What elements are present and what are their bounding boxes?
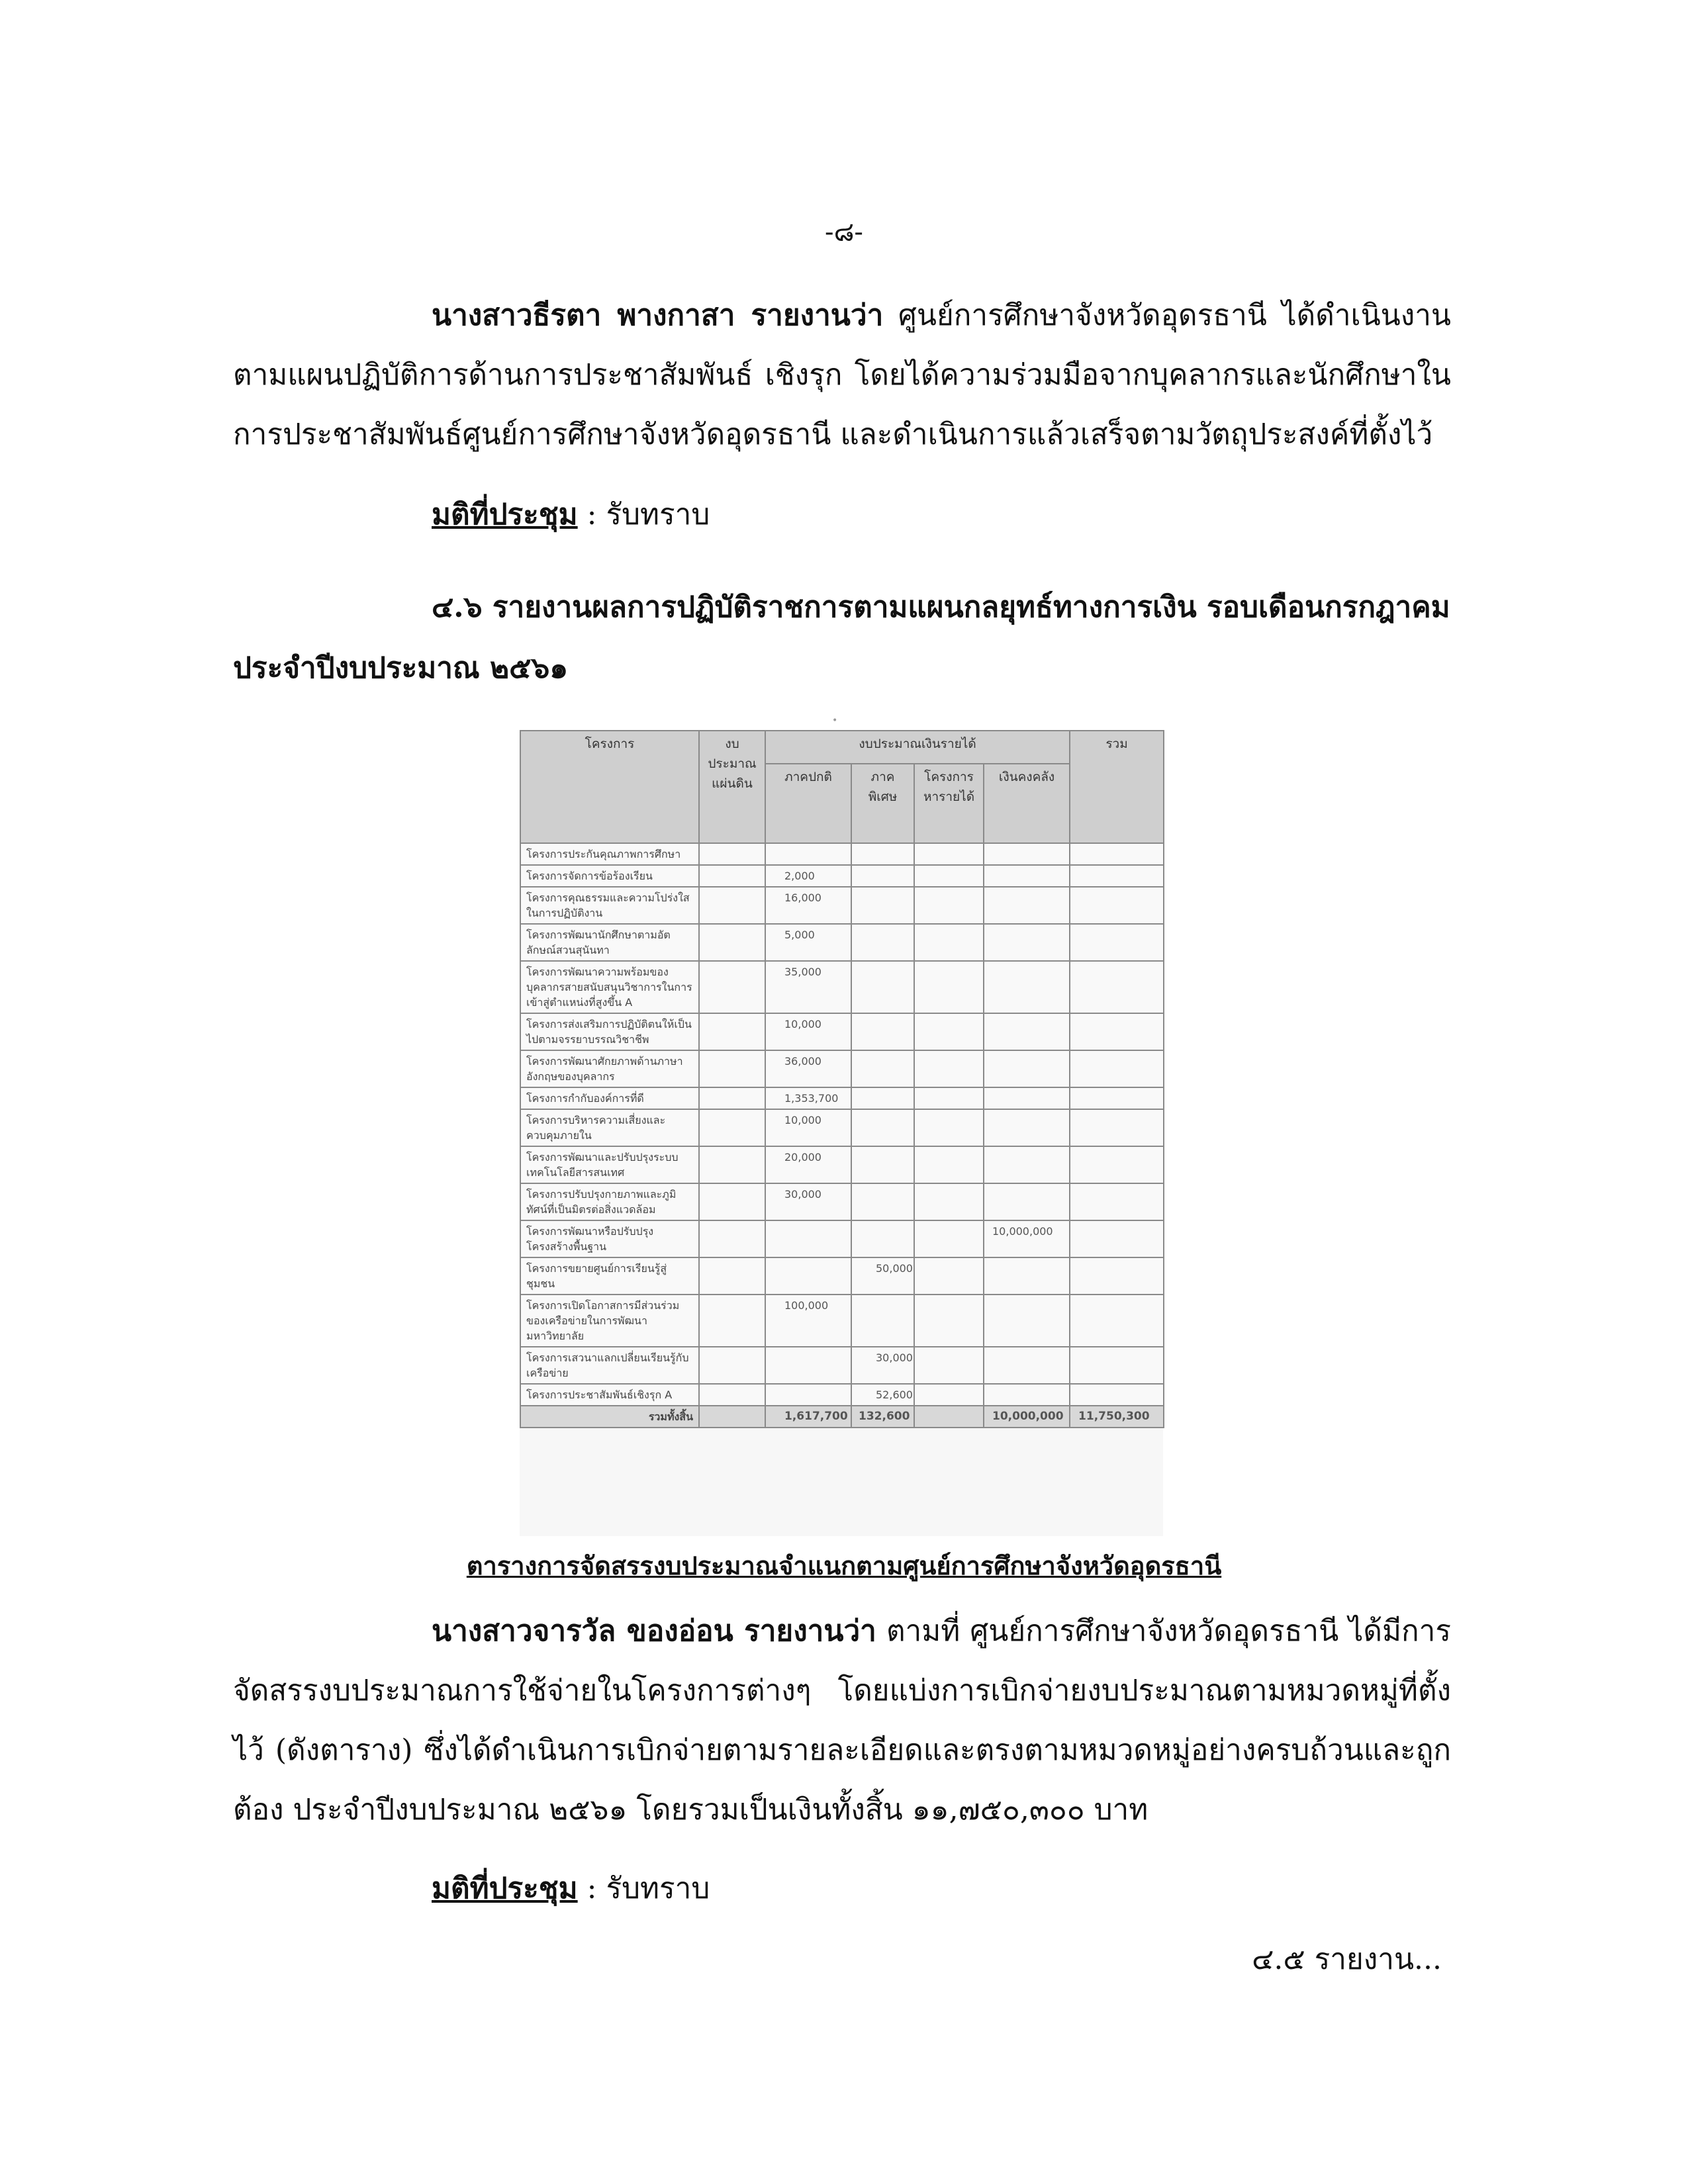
budget-table-body [520,843,1164,1406]
special-budget-cell [851,1295,914,1347]
special-budget-cell [851,1109,914,1146]
total-income-project [914,1406,984,1428]
reserve-budget-cell [984,843,1070,865]
reserve-budget-cell [984,1146,1070,1183]
special-budget-cell [851,1050,914,1087]
header-income-project: โครงการหารายได้ [914,764,984,843]
income-project-cell [914,1087,984,1109]
total-cell [1070,865,1164,887]
table-caption: ตารางการจัดสรรงบประมาณจำแนกตามศูนย์การศึกษาจังหวัดอุดรธานี [466,1551,1222,1580]
normal-budget-cell: 100,000 [765,1295,851,1347]
resolution-text-1: : รับทราบ [577,498,710,531]
normal-budget-cell: 1,353,700 [765,1087,851,1109]
resolution-label-2: มติที่ประชุม [432,1872,578,1905]
section-heading: ๔.๖ รายงานผลการปฏิบัติราชการตามแผนกลยุทธ์ทางการเงิน รอบเดือนกรกฎาคม ประจำปีงบประมาณ ๒๕๖๑ [233,590,1450,685]
total-cell [1070,1087,1164,1109]
header-national-budget: งบประมาณแผ่นดิน [699,731,765,843]
project-name: โครงการขยายศูนย์การเรียนรู้สู่ชุมชน [520,1257,699,1295]
reserve-budget-cell [984,1013,1070,1050]
special-budget-cell [851,865,914,887]
table-row [520,1146,1164,1183]
total-cell [1070,843,1164,865]
special-budget-cell: 52,600 [851,1384,914,1406]
reserve-budget-cell [984,961,1070,1013]
normal-budget-cell: 10,000 [765,1109,851,1146]
special-budget-cell [851,1183,914,1220]
table-row [520,1257,1164,1295]
table-row [520,1220,1164,1257]
national-budget-cell [699,1384,765,1406]
table-row [520,843,1164,865]
income-project-cell [914,961,984,1013]
national-budget-cell [699,887,765,924]
project-name: โครงการกำกับองค์การที่ดี [520,1087,699,1109]
total-cell [1070,961,1164,1013]
table-row [520,1087,1164,1109]
report-paragraph-1 [233,286,1451,465]
total-cell [1070,924,1164,961]
header-reserve: เงินคงคลัง [984,764,1070,843]
table-row [520,961,1164,1013]
special-budget-cell [851,1013,914,1050]
header-total: รวม [1070,731,1164,843]
reserve-budget-cell [984,1257,1070,1295]
total-national [699,1406,765,1428]
normal-budget-cell: 35,000 [765,961,851,1013]
total-cell [1070,1295,1164,1347]
total-cell [1070,1109,1164,1146]
national-budget-cell [699,1013,765,1050]
total-cell [1070,1257,1164,1295]
income-project-cell [914,1220,984,1257]
resolution-1 [432,491,710,537]
national-budget-cell [699,865,765,887]
income-project-cell [914,1183,984,1220]
project-name: โครงการบริหารความเสี่ยงและควบคุมภายใน [520,1109,699,1146]
normal-budget-cell: 2,000 [765,865,851,887]
total-label: รวมทั้งสิ้น [520,1406,699,1428]
project-name: โครงการเสวนาแลกเปลี่ยนเรียนรู้กับเครือข่าย [520,1347,699,1384]
income-project-cell [914,1146,984,1183]
special-budget-cell [851,887,914,924]
project-name: โครงการจัดการข้อร้องเรียน [520,865,699,887]
header-revenue-budget: งบประมาณเงินรายได้ [765,731,1070,764]
budget-table-image [520,715,1163,1536]
project-name: โครงการพัฒนาหรือปรับปรุงโครงสร้างพื้นฐาน [520,1220,699,1257]
national-budget-cell [699,1220,765,1257]
header-normal: ภาคปกติ [765,764,851,843]
total-special: 132,600 [851,1406,914,1428]
normal-budget-cell: 36,000 [765,1050,851,1087]
total-normal: 1,617,700 [765,1406,851,1428]
reserve-budget-cell [984,1295,1070,1347]
reserve-budget-cell [984,1050,1070,1087]
table-row [520,865,1164,887]
resolution-text-2: : รับทราบ [577,1872,710,1905]
project-name: โครงการพัฒนาและปรับปรุงระบบเทคโนโลยีสารสนเทศ [520,1146,699,1183]
project-name: โครงการเปิดโอกาสการมีส่วนร่วมของเครือข่ายในการพัฒนามหาวิทยาลัย [520,1295,699,1347]
reserve-budget-cell [984,1183,1070,1220]
reserve-budget-cell [984,924,1070,961]
table-row [520,1347,1164,1384]
national-budget-cell [699,1146,765,1183]
project-name: โครงการส่งเสริมการปฏิบัติตนให้เป็นไปตามจรรยาบรรณวิชาชีพ [520,1013,699,1050]
normal-budget-cell: 5,000 [765,924,851,961]
income-project-cell [914,1347,984,1384]
national-budget-cell [699,1087,765,1109]
special-budget-cell: 30,000 [851,1347,914,1384]
resolution-2 [432,1865,710,1911]
national-budget-cell [699,1295,765,1347]
national-budget-cell [699,1183,765,1220]
national-budget-cell [699,924,765,961]
reserve-budget-cell [984,1347,1070,1384]
special-budget-cell [851,1146,914,1183]
total-cell [1070,1050,1164,1087]
reserve-budget-cell: 10,000,000 [984,1220,1070,1257]
special-budget-cell [851,1087,914,1109]
table-row [520,1109,1164,1146]
project-name: โครงการประชาสัมพันธ์เชิงรุก A [520,1384,699,1406]
reserve-budget-cell [984,865,1070,887]
speaker-name-2: นางสาวจารวัล ของอ่อน รายงานว่า [432,1614,876,1648]
reserve-budget-cell [984,1087,1070,1109]
total-cell [1070,1013,1164,1050]
income-project-cell [914,1384,984,1406]
next-page-reference: ๔.๕ รายงาน... [1252,1942,1442,1976]
income-project-cell [914,1109,984,1146]
table-row [520,1295,1164,1347]
header-project: โครงการ [520,731,699,843]
project-name: โครงการประกันคุณภาพการศึกษา [520,843,699,865]
total-cell [1070,1384,1164,1406]
income-project-cell [914,1257,984,1295]
project-name: โครงการพัฒนาความพร้อมของบุคลากรสายสนับสนุนวิชาการในการเข้าสู่ตำแหน่งที่สูงขึ้น A [520,961,699,1013]
report-paragraph-2 [233,1602,1451,1840]
table-row [520,1050,1164,1087]
income-project-cell [914,843,984,865]
total-cell [1070,887,1164,924]
national-budget-cell [699,1257,765,1295]
income-project-cell [914,1013,984,1050]
special-budget-cell [851,843,914,865]
table-row [520,1183,1164,1220]
income-project-cell [914,924,984,961]
total-reserve: 10,000,000 [984,1406,1070,1428]
normal-budget-cell [765,1384,851,1406]
scan-mark: • [832,715,838,726]
report-text-1: ศูนย์การศึกษาจังหวัดอุดรธานี ได้ดำเนินงานตามแผนปฏิบัติการด้านการประชาสัมพันธ์ เชิงรุก โดยได้ความร่วมมือจากบุคลากรและนักศึกษาในการประชาสัมพันธ์ศูนย์การศึกษาจังหวัดอุดรธานี และดำเนินการแล้วเสร็จตามวัตถุประสงค์ที่ตั้งไว้ [233,298,1451,451]
normal-budget-cell: 16,000 [765,887,851,924]
reserve-budget-cell [984,887,1070,924]
report-text-2: ตามที่ ศูนย์การศึกษาจังหวัดอุดรธานี ได้มีการจัดสรรงบประมาณการใช้จ่ายในโครงการต่างๆ โดยแบ่งการเบิกจ่ายงบประมาณตามหมวดหมู่ที่ตั้งไว้ (ดังตาราง) ซึ่งได้ดำเนินการเบิกจ่ายตามรายละเอียดและตรงตามหมวดหมู่อย่างครบถ้วนและถูกต้อง ประจำปีงบประมาณ ๒๕๖๑ โดยรวมเป็นเงินทั้งสิ้น ๑๑,๗๕๐,๓๐๐ บาท [233,1614,1451,1827]
special-budget-cell [851,924,914,961]
project-name: โครงการปรับปรุงกายภาพและภูมิทัศน์ที่เป็นมิตรต่อสิ่งแวดล้อม [520,1183,699,1220]
project-name: โครงการพัฒนานักศึกษาตามอัตลักษณ์สวนสุนันทา [520,924,699,961]
speaker-name-1: นางสาวธีรตา พางกาสา รายงานว่า [432,298,884,332]
special-budget-cell: 50,000 [851,1257,914,1295]
special-budget-cell [851,961,914,1013]
normal-budget-cell [765,1347,851,1384]
national-budget-cell [699,961,765,1013]
normal-budget-cell: 30,000 [765,1183,851,1220]
page-number: -๘- [825,217,863,248]
resolution-label-1: มติที่ประชุม [432,498,578,531]
total-cell [1070,1183,1164,1220]
national-budget-cell [699,1109,765,1146]
header-special: ภาคพิเศษ [851,764,914,843]
table-row [520,924,1164,961]
national-budget-cell [699,843,765,865]
total-sum: 11,750,300 [1070,1406,1164,1428]
special-budget-cell [851,1220,914,1257]
reserve-budget-cell [984,1384,1070,1406]
total-cell [1070,1220,1164,1257]
reserve-budget-cell [984,1109,1070,1146]
normal-budget-cell [765,1220,851,1257]
project-name: โครงการคุณธรรมและความโปร่งใสในการปฏิบัติงาน [520,887,699,924]
national-budget-cell [699,1347,765,1384]
income-project-cell [914,865,984,887]
total-row [520,1406,1164,1428]
table-row [520,887,1164,924]
income-project-cell [914,1295,984,1347]
normal-budget-cell: 10,000 [765,1013,851,1050]
normal-budget-cell: 20,000 [765,1146,851,1183]
total-cell [1070,1146,1164,1183]
income-project-cell [914,1050,984,1087]
income-project-cell [914,887,984,924]
table-row [520,1013,1164,1050]
national-budget-cell [699,1050,765,1087]
normal-budget-cell [765,1257,851,1295]
total-cell [1070,1347,1164,1384]
table-row [520,1384,1164,1406]
project-name: โครงการพัฒนาศักยภาพด้านภาษาอังกฤษของบุคลากร [520,1050,699,1087]
normal-budget-cell [765,843,851,865]
budget-table [520,730,1164,1428]
